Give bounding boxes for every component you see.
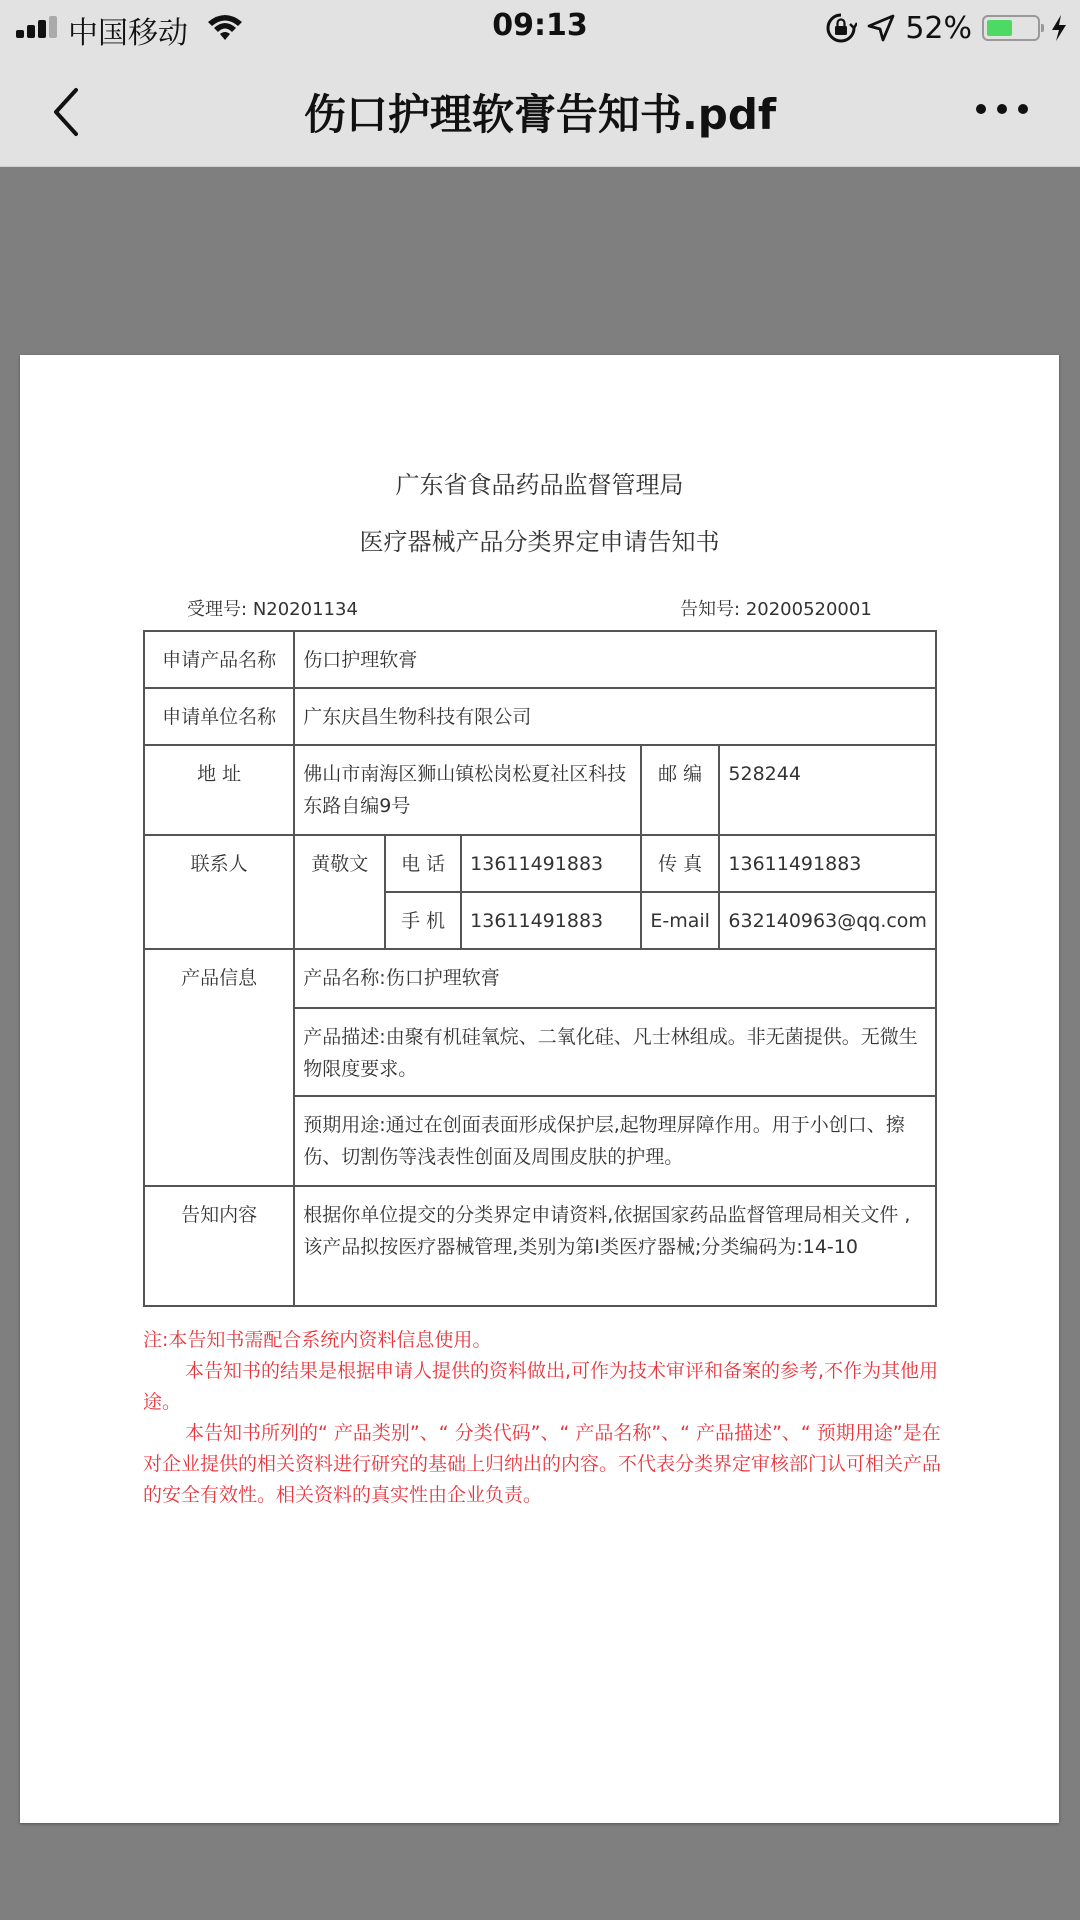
- charging-icon: [1050, 14, 1068, 42]
- note-line-2: 本告知书的结果是根据申请人提供的资料做出,可作为技术审评和备案的参考,不作为其他用途。: [143, 1360, 939, 1413]
- phone-label: 电 话: [385, 835, 461, 892]
- battery-icon: [982, 15, 1040, 41]
- contact-label: 联系人: [144, 835, 294, 949]
- clock: 09:13: [492, 8, 588, 43]
- status-bar: [0, 0, 1080, 54]
- product-name-value: 伤口护理软膏: [294, 631, 936, 688]
- mobile-value: 13611491883: [461, 892, 641, 949]
- acceptance-number-value: N20201134: [252, 599, 358, 620]
- address-label: 地 址: [144, 745, 294, 835]
- ellipsis-icon-dot: [976, 104, 986, 114]
- more-options-button[interactable]: [976, 94, 1028, 124]
- chevron-left-icon[interactable]: [46, 84, 86, 140]
- note-line-3: 本告知书所列的“ 产品类别”、“ 分类代码”、“ 产品名称”、“ 产品描述”、“ 预期用途”是在对企业提供的相关资料进行研究的基础上归纳出的内容。不代表分类界定审核部门认可相关产品的安全有效性。相关资料的真实性由企业负责。: [143, 1422, 942, 1506]
- table-row: [144, 688, 936, 745]
- rotation-lock-icon: [825, 12, 857, 44]
- org-title: 广东省食品药品监督管理局: [395, 471, 684, 499]
- info-product-name: 产品名称:伤口护理软膏: [294, 949, 936, 1008]
- carrier-name: 中国移动: [68, 16, 188, 51]
- notice-number: [680, 595, 872, 621]
- applicant-label: 申请单位名称: [144, 688, 294, 745]
- phone-value: 13611491883: [461, 835, 641, 892]
- table-row: [144, 745, 936, 835]
- ellipsis-icon-dot: [1018, 104, 1028, 114]
- contact-name: 黄敬文: [294, 835, 385, 949]
- info-intended-use: 预期用途:通过在创面表面形成保护层,起物理屏障作用。用于小创口、擦伤、切割伤等浅表性创面及周围皮肤的护理。: [294, 1096, 936, 1186]
- acceptance-number-label: 受理号:: [187, 599, 248, 620]
- battery-fill: [987, 20, 1012, 36]
- status-right: [825, 8, 1068, 48]
- fax-label: 传 真: [641, 835, 719, 892]
- fax-value: 13611491883: [719, 835, 936, 892]
- battery-percent: 52%: [905, 10, 972, 46]
- postcode-label: 邮 编: [641, 745, 719, 835]
- postcode-value: 528244: [719, 745, 936, 835]
- email-label: E-mail: [641, 892, 719, 949]
- notice-content-value: 根据你单位提交的分类界定申请资料,依据国家药品监督管理局相关文件 ,该产品拟按医疗器械管理,类别为第I类医疗器械;分类编码为:14-10: [294, 1186, 936, 1306]
- nav-bar: [0, 54, 1080, 166]
- pdf-page[interactable]: [20, 355, 1059, 1823]
- table-row: [144, 835, 936, 892]
- battery-nub: [1041, 24, 1044, 32]
- location-icon: [867, 14, 895, 42]
- info-product-description: 产品描述:由聚有机硅氧烷、二氧化硅、凡士林组成。非无菌提供。无微生物限度要求。: [294, 1008, 936, 1096]
- table-row: [144, 1186, 936, 1306]
- ellipsis-icon-dot: [997, 104, 1007, 114]
- table-row: [144, 949, 936, 1008]
- address-value: 佛山市南海区狮山镇松岗松夏社区科技东路自编9号: [294, 745, 641, 835]
- top-bar: [0, 0, 1080, 167]
- notice-number-value: 20200520001: [745, 599, 872, 620]
- table-row: [144, 631, 936, 688]
- product-name-label: 申请产品名称: [144, 631, 294, 688]
- notice-content-label: 告知内容: [144, 1186, 294, 1306]
- doc-title: 医疗器械产品分类界定申请告知书: [359, 528, 720, 556]
- product-info-label: 产品信息: [144, 949, 294, 1186]
- document-title: 伤口护理软膏告知书.pdf: [303, 90, 777, 139]
- notes-section: [143, 1325, 943, 1511]
- mobile-label: 手 机: [385, 892, 461, 949]
- applicant-value: 广东庆昌生物科技有限公司: [294, 688, 936, 745]
- notice-number-label: 告知号:: [680, 599, 741, 620]
- application-form-table: [143, 630, 937, 1307]
- acceptance-number: [187, 595, 358, 621]
- email-value: 632140963@qq.com: [719, 892, 936, 949]
- note-line-1: 注:本告知书需配合系统内资料信息使用。: [143, 1329, 492, 1351]
